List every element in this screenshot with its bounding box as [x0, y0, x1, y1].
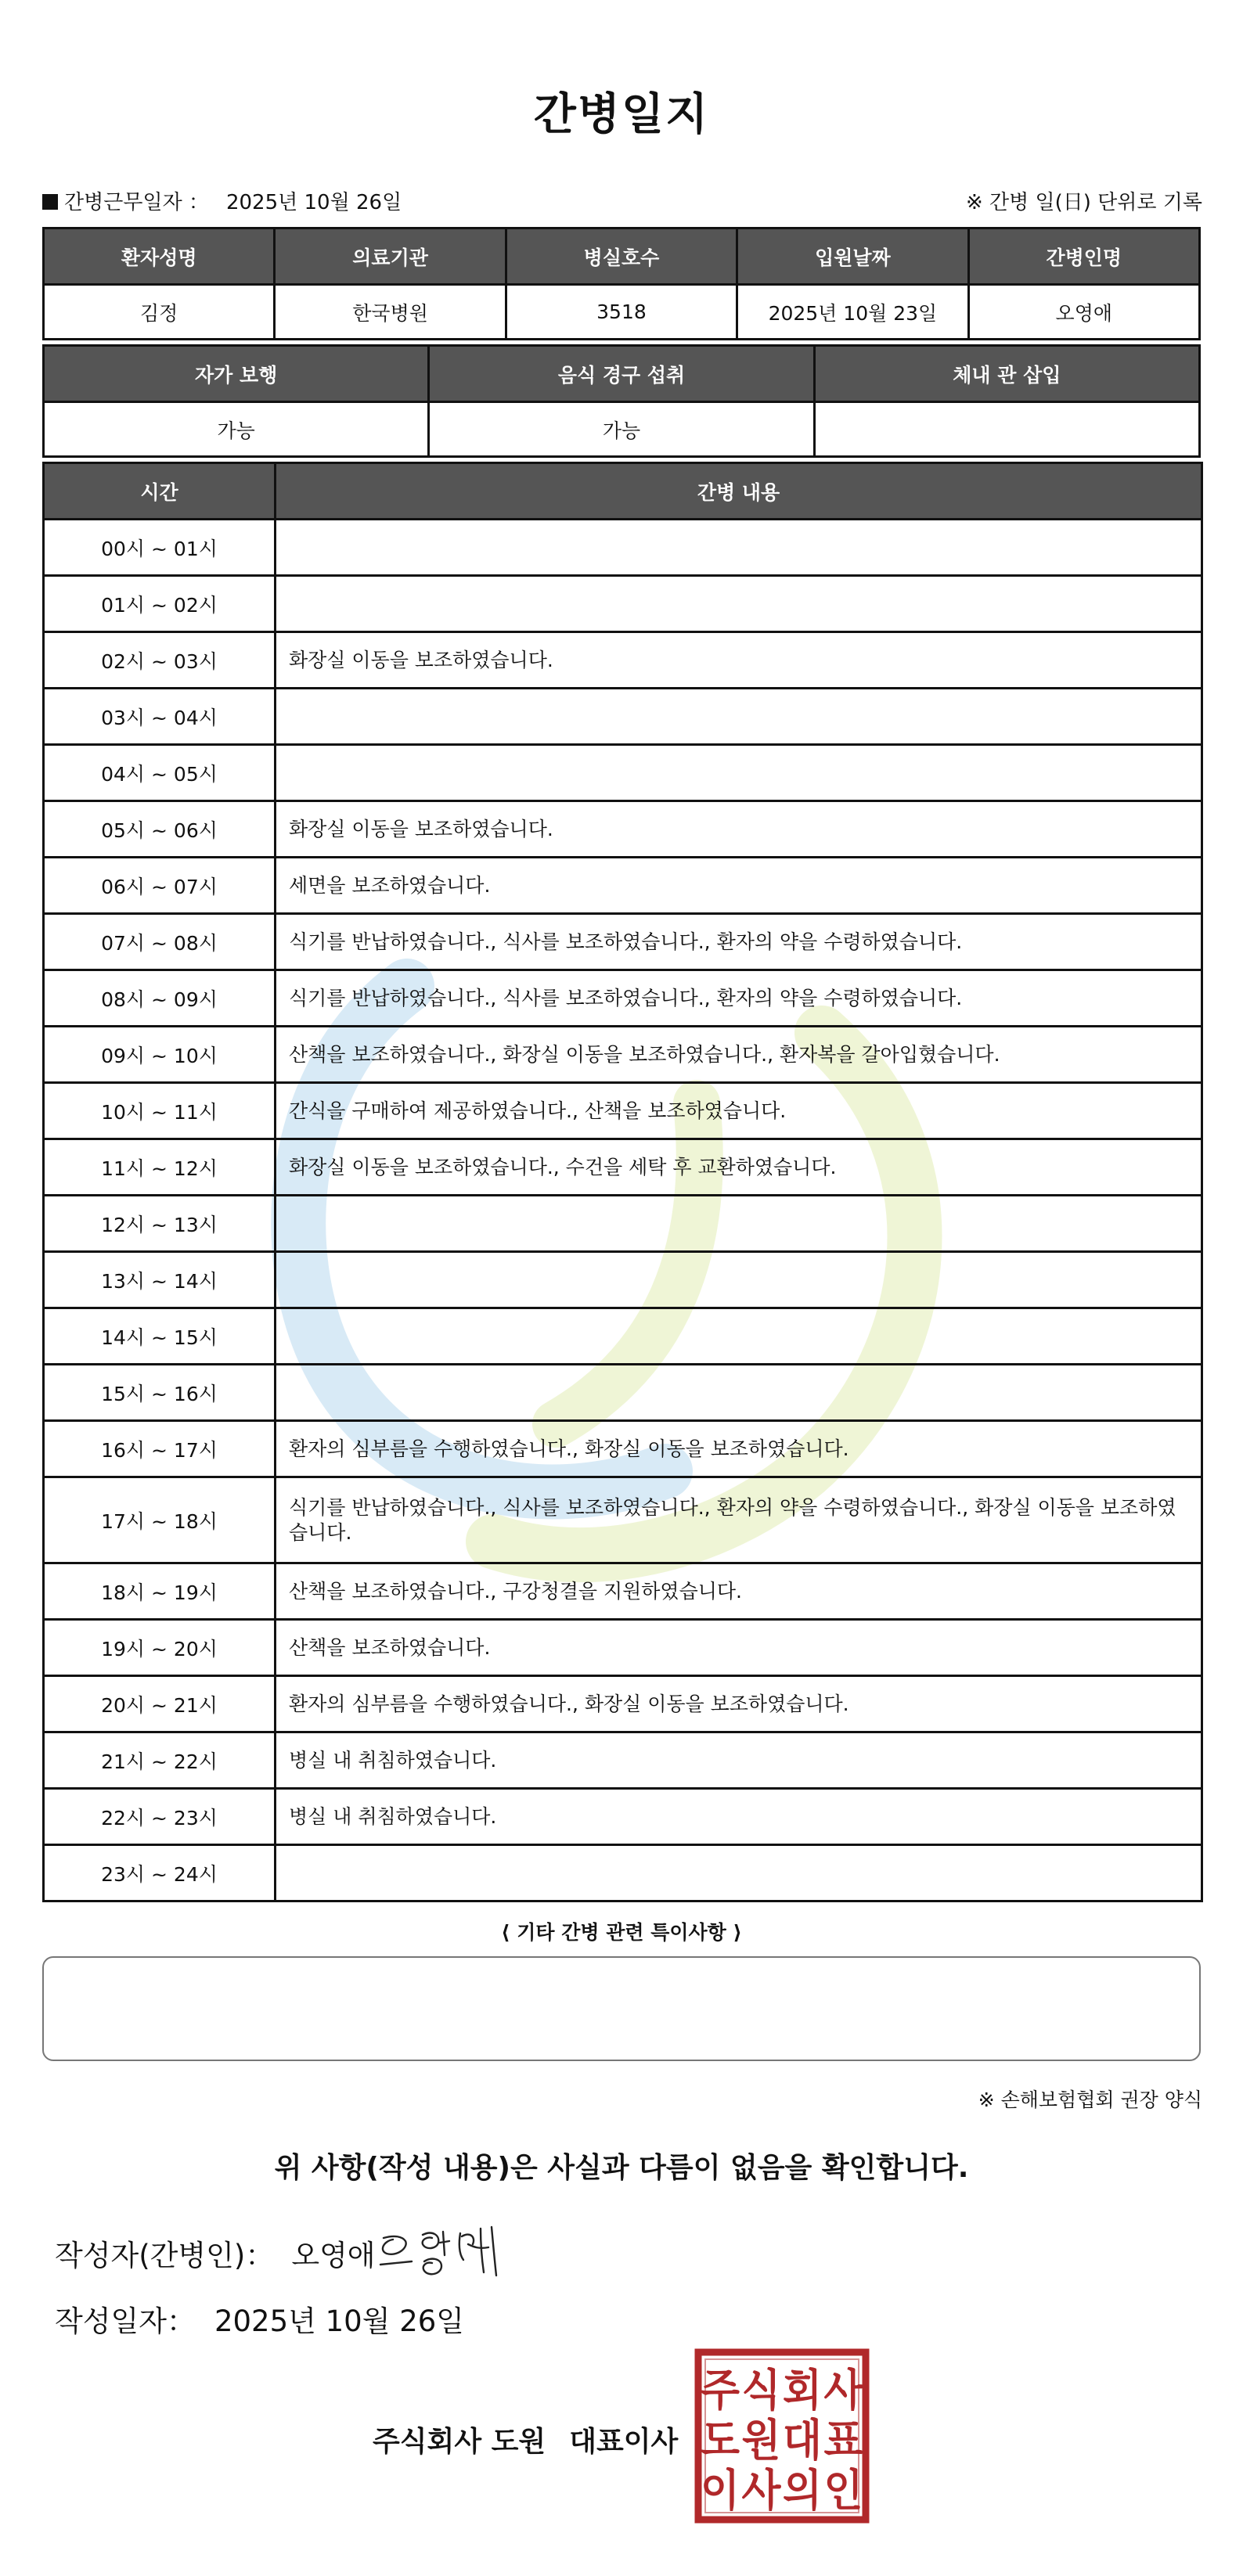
header-caregiver-name: 간병인명 [968, 228, 1199, 285]
time-cell: 02시 ~ 03시 [44, 632, 276, 689]
table-row [44, 1563, 1202, 1620]
time-cell: 07시 ~ 08시 [44, 914, 276, 970]
table-row [44, 1477, 1202, 1563]
table-row [44, 689, 1202, 745]
handwritten-signature [374, 2221, 515, 2283]
table-row [44, 858, 1202, 914]
table-row [44, 801, 1202, 858]
time-cell: 21시 ~ 22시 [44, 1732, 276, 1789]
time-cell: 23시 ~ 24시 [44, 1845, 276, 1901]
confirmation-statement: 위 사항(작성 내용)은 사실과 다름이 없음을 확인합니다. [274, 2152, 969, 2184]
content-cell: 산책을 보조하였습니다., 화장실 이동을 보조하였습니다., 환자복을 갈아입혔습니다. [276, 1027, 1202, 1083]
company-seal [694, 2348, 870, 2524]
svg-text:도: 도 [701, 2416, 740, 2466]
content-cell: 식기를 반납하였습니다., 식사를 보조하였습니다., 환자의 약을 수령하였습니다., 화장실 이동을 보조하였습니다. [276, 1477, 1202, 1563]
table-row [44, 520, 1202, 576]
header-admission-date: 입원날짜 [737, 228, 968, 285]
svg-text:사: 사 [823, 2366, 864, 2416]
content-cell [276, 1252, 1202, 1308]
table-row [44, 576, 1202, 632]
svg-text:이: 이 [701, 2466, 740, 2517]
content-cell [276, 520, 1202, 576]
written-date: 2025년 10월 26일 [214, 2304, 465, 2338]
writer-name: 오영애 [291, 2239, 376, 2272]
time-cell: 05시 ~ 06시 [44, 801, 276, 858]
time-cell: 19시 ~ 20시 [44, 1620, 276, 1676]
work-date-value: 2025년 10월 26일 [225, 191, 402, 214]
header-hospital: 의료기관 [275, 228, 506, 285]
table-row [44, 1789, 1202, 1845]
remarks-box [42, 1956, 1201, 2061]
care-log-table [42, 462, 1203, 1902]
content-cell [276, 689, 1202, 745]
time-cell: 00시 ~ 01시 [44, 520, 276, 576]
oral-intake: 가능 [429, 402, 814, 457]
table-row [44, 1732, 1202, 1789]
table-row [44, 970, 1202, 1027]
written-date-line [55, 2297, 464, 2340]
content-cell [276, 1196, 1202, 1252]
content-cell: 산책을 보조하였습니다., 구강청결을 지원하였습니다. [276, 1563, 1202, 1620]
content-cell: 환자의 심부름을 수행하였습니다., 화장실 이동을 보조하였습니다. [276, 1421, 1202, 1477]
header-care-content: 간병 내용 [276, 463, 1202, 520]
company-title: 대표이사 [569, 2426, 679, 2458]
header-time: 시간 [44, 463, 276, 520]
table-row [44, 1083, 1202, 1139]
time-cell: 08시 ~ 09시 [44, 970, 276, 1027]
unit-note: ※ 간병 일(日) 단위로 기록 [965, 191, 1202, 214]
time-cell: 22시 ~ 23시 [44, 1789, 276, 1845]
content-cell: 화장실 이동을 보조하였습니다. [276, 801, 1202, 858]
time-cell: 03시 ~ 04시 [44, 689, 276, 745]
patient-info-table [42, 227, 1201, 340]
svg-text:의: 의 [783, 2466, 822, 2517]
content-cell: 병실 내 취침하였습니다. [276, 1789, 1202, 1845]
svg-text:대: 대 [783, 2416, 822, 2466]
content-cell [276, 745, 1202, 801]
svg-text:식: 식 [741, 2366, 781, 2416]
content-cell: 병실 내 취침하였습니다. [276, 1732, 1202, 1789]
time-cell: 04시 ~ 05시 [44, 745, 276, 801]
svg-text:주: 주 [701, 2366, 740, 2416]
svg-text:사: 사 [741, 2466, 782, 2517]
table-row [44, 1365, 1202, 1421]
table-row [44, 1308, 1202, 1365]
patient-info-value-row [44, 285, 1200, 340]
header-room-number: 병실호수 [506, 228, 737, 285]
admission-date: 2025년 10월 23일 [737, 285, 968, 340]
time-cell: 01시 ~ 02시 [44, 576, 276, 632]
time-cell: 16시 ~ 17시 [44, 1421, 276, 1477]
content-cell: 화장실 이동을 보조하였습니다. [276, 632, 1202, 689]
time-cell: 13시 ~ 14시 [44, 1252, 276, 1308]
patient-status-header-row [44, 346, 1200, 402]
table-row [44, 1027, 1202, 1083]
time-cell: 11시 ~ 12시 [44, 1139, 276, 1196]
time-cell: 18시 ~ 19시 [44, 1563, 276, 1620]
patient-status-value-row [44, 402, 1200, 457]
table-row [44, 1620, 1202, 1676]
table-row [44, 1252, 1202, 1308]
content-cell: 세면을 보조하였습니다. [276, 858, 1202, 914]
table-row [44, 1676, 1202, 1732]
content-cell: 환자의 심부름을 수행하였습니다., 화장실 이동을 보조하였습니다. [276, 1676, 1202, 1732]
content-cell: 식기를 반납하였습니다., 식사를 보조하였습니다., 환자의 약을 수령하였습니다. [276, 914, 1202, 970]
patient-info-header-row [44, 228, 1200, 285]
table-row [44, 1139, 1202, 1196]
content-cell: 식기를 반납하였습니다., 식사를 보조하였습니다., 환자의 약을 수령하였습니다. [276, 970, 1202, 1027]
writer-line [55, 2232, 376, 2274]
page-title: 간병일지 [533, 89, 710, 140]
svg-text:표: 표 [823, 2416, 863, 2466]
svg-text:인: 인 [823, 2466, 863, 2517]
room-number: 3518 [506, 285, 737, 340]
table-row [44, 632, 1202, 689]
content-cell: 산책을 보조하였습니다. [276, 1620, 1202, 1676]
content-cell [276, 1845, 1202, 1901]
time-cell: 15시 ~ 16시 [44, 1365, 276, 1421]
form-note: ※ 손해보험협회 권장 양식 [978, 2089, 1202, 2111]
time-cell: 06시 ~ 07시 [44, 858, 276, 914]
content-cell [276, 1308, 1202, 1365]
time-cell: 10시 ~ 11시 [44, 1083, 276, 1139]
content-cell [276, 1365, 1202, 1421]
writer-label: 작성자(간병인)： [55, 2239, 275, 2272]
content-cell: 화장실 이동을 보조하였습니다., 수건을 세탁 후 교환하였습니다. [276, 1139, 1202, 1196]
written-date-label: 작성일자： [55, 2304, 196, 2338]
header-oral-intake: 음식 경구 섭취 [429, 346, 814, 402]
time-cell: 14시 ~ 15시 [44, 1308, 276, 1365]
time-cell: 17시 ~ 18시 [44, 1477, 276, 1563]
patient-name: 김정 [44, 285, 275, 340]
patient-status-table [42, 344, 1201, 458]
company-signoff [373, 2419, 678, 2459]
svg-text:회: 회 [783, 2366, 822, 2416]
company-name: 주식회사 도원 [373, 2426, 546, 2458]
time-cell: 12시 ~ 13시 [44, 1196, 276, 1252]
table-row [44, 1845, 1202, 1901]
time-cell: 20시 ~ 21시 [44, 1676, 276, 1732]
content-cell [276, 576, 1202, 632]
tube-insertion [814, 402, 1199, 457]
header-self-walking: 자가 보행 [44, 346, 429, 402]
table-row [44, 1421, 1202, 1477]
time-cell: 09시 ~ 10시 [44, 1027, 276, 1083]
table-row [44, 914, 1202, 970]
hospital: 한국병원 [275, 285, 506, 340]
remarks-title: ⟨ 기타 간병 관련 특이사항 ⟩ [501, 1921, 742, 1944]
content-cell: 간식을 구매하여 제공하였습니다., 산책을 보조하였습니다. [276, 1083, 1202, 1139]
work-date [42, 186, 402, 215]
self-walking: 가능 [44, 402, 429, 457]
work-date-label: 간병근무일자 ： [64, 191, 209, 214]
square-bullet-icon [42, 194, 58, 210]
table-row [44, 745, 1202, 801]
table-row [44, 1196, 1202, 1252]
svg-text:원: 원 [741, 2416, 781, 2466]
care-log-header-row [44, 463, 1202, 520]
header-tube-insertion: 체내 관 삽입 [814, 346, 1199, 402]
caregiver-name: 오영애 [968, 285, 1199, 340]
header-patient-name: 환자성명 [44, 228, 275, 285]
